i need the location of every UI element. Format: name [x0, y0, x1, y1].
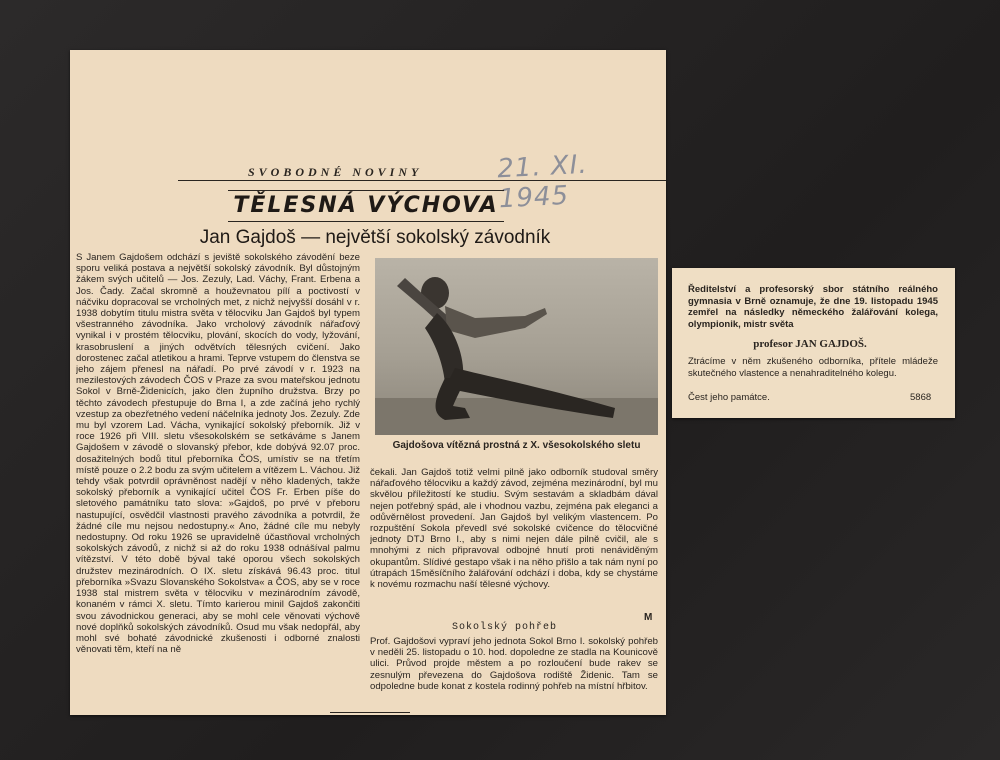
gymnast-photo	[375, 258, 658, 435]
left-column-text: S Janem Gajdošem odchází s jeviště sokolského závodění beze sporu veliká postava a největší sokolský závodník. Byl důstojným žákem svých učitelů — Jos. Zezuly, Lad. Váchy, Frant. Erbena a Jos. Čady. Začal skromně a houževnatou pílí a poctivostí v náčviku dopracoval se vrcholných met, z nichž nejvyšší dosáhl v r. 1938 dobytím titulu mistra světa v tělocviku Jan Gajdoš byl typem všestranného závodníka. Jako vrcholový závodník nářaďový vynikal i v prostém tělocviku, plování, skocích do vody, lyžování, krasobruslení a jiných odvětvích tělesných cvičení. Jako dorostenec začal atletikou a hrami. Teprve vstupem do členstva se jeho zájem přenesl na nářadí. Po prvé závodí v r. 1923 na mezilestových závodech ČOS v Praze za svou mateřskou jednotu Sokol v Brně-Židenicích, jako člen župního družstva. Brzy po těchto závodech přestupuje do Brna I, a zde začíná jeho rychlý vzestup za obezřetného vedení náčelníka jednoty Jos. Zezuly. Zde mu byl vzorem Lad. Vácha, vynikající sokolský přeborník. Již v roce 1926 při VIII. sletu všesokolském se setkáváme s Janem Gajdošem v závodě o slovanský přebor, kde dobývá 92.07 proc. dosažitelných bodů titul přeborníka ČOS, umístiv se na třetím místě pouze o 2.2 bodu za svým učitelem a vítězem L. Váchou. Již tehdy však potvrdil oprávněnost nadějí v něho kladených, takže sokolský přeborník a vynikající učitel ČOS Fr. Erben píše do sletového památníku tato slova: »Gajdoš, po prvé v přeboru nastupující, osvědčil vlastnosti pravého závodníka a potvrdil, že žádné cíle mu nejsou nedostupny.« Ano, žádné cíle mu nebyly nedostupny. Od roku 1926 se upravidelně účastňoval vrcholných sokolských závodů, z nichž si až do roku 1938 odnášíval palmu vítězství. V této době býval také oporou všech sokolských družstev mezinárodních. O IX. sletu získává 96.43 proc. titul přeborníka »Svazu Slovanského Sokolstva« a ČOS, aby se v roce 1938 stal mistrem světa v tělocviku v mezinárodním závodě, konaném v rámci X. sletu. Tímto karierou minil Gajdoš zakončiti svou závodnickou generaci, aby se mohl cele věnovati výchově nové doplňků sokolských závodníků. Osud mu však nedopřál, aby mohl své bohaté závodnické zkušenosti i odborné znalosti věnovati těm, kteří na ně	[76, 252, 360, 656]
article-headline: Jan Gajdoš — největší sokolský závodník	[199, 227, 551, 248]
notice-name: profesor JAN GAJDOŠ.	[753, 338, 867, 350]
newspaper-name: SVOBODNÉ NOVINY	[248, 165, 423, 179]
handwritten-date: 21. XI. 1945	[496, 149, 589, 215]
article-left-column	[76, 252, 360, 704]
section-title: TĚLESNÁ VÝCHOVA	[228, 190, 504, 222]
author-initial: M	[644, 612, 653, 623]
photo-caption: Gajdošova vítězná prostná z X. všesokolského sletu	[392, 440, 641, 451]
funeral-paragraph	[370, 636, 658, 704]
article-right-column	[370, 467, 658, 622]
right-column-text: čekali. Jan Gajdoš totiž velmi pilně jako odborník studoval směry nářaďového tělocviku a každý závod, zejména mezinárodní, byl mu skvělou příležitostí ke studiu. Svým sestavám a skladbám dával nejen potřebný spád, ale i vhodnou vazbu, zejména pak eleganci a odůvěrnělost provedení. Jan Gajdoš byl velikým vlastencem. Po rozpuštění Sokola převedl své sokolské cvičence do tělocvičné jednoty DTJ Brno I., aby s nimi nejen dále pilně cvičil, ale s mnohými z nich připravoval odbojné hnutí proti nenáviděným okupantům. Slídivé gestapo však i na něho přišlo a tak nám nyní po útrapách 15měsíčního žalářování odchází i doba, kdy se chystáme k novému rozmachu naší tělesné výchovy.	[370, 467, 658, 591]
notice-honor: Čest jeho památce.	[688, 392, 770, 403]
notice-number: 5868	[910, 392, 932, 403]
notice-heading: Ředitelství a profesorský sbor státního reálného gymnasia v Brně oznamuje, že dne 19. listopadu 1945 zemřel na následky německého žalářování kolega, olympionik, mistr světa	[688, 284, 938, 330]
funeral-subheading: Sokolský pohřeb	[452, 622, 558, 633]
funeral-text: Prof. Gajdošovi vypraví jeho jednota Sokol Brno I. sokolský pohřeb v neděli 25. listopadu o 10. hod. dopoledne ze stadla na Kounicově ulici. Průvod projde městem a po rozloučení bude rakev se zesnulým převezena do Gajdošova rodiště Židenic. Tam se odpoledne bude konat z kostela rodinný pohřeb na místní hřbitov.	[370, 636, 658, 692]
notice-text: Ztrácíme v něm zkušeného odborníka, přítele mládeže skutečného vlastence a nenahraditelného kolegu.	[688, 356, 938, 379]
closing-rule	[330, 712, 410, 713]
gymnast-figure-icon	[375, 258, 658, 435]
